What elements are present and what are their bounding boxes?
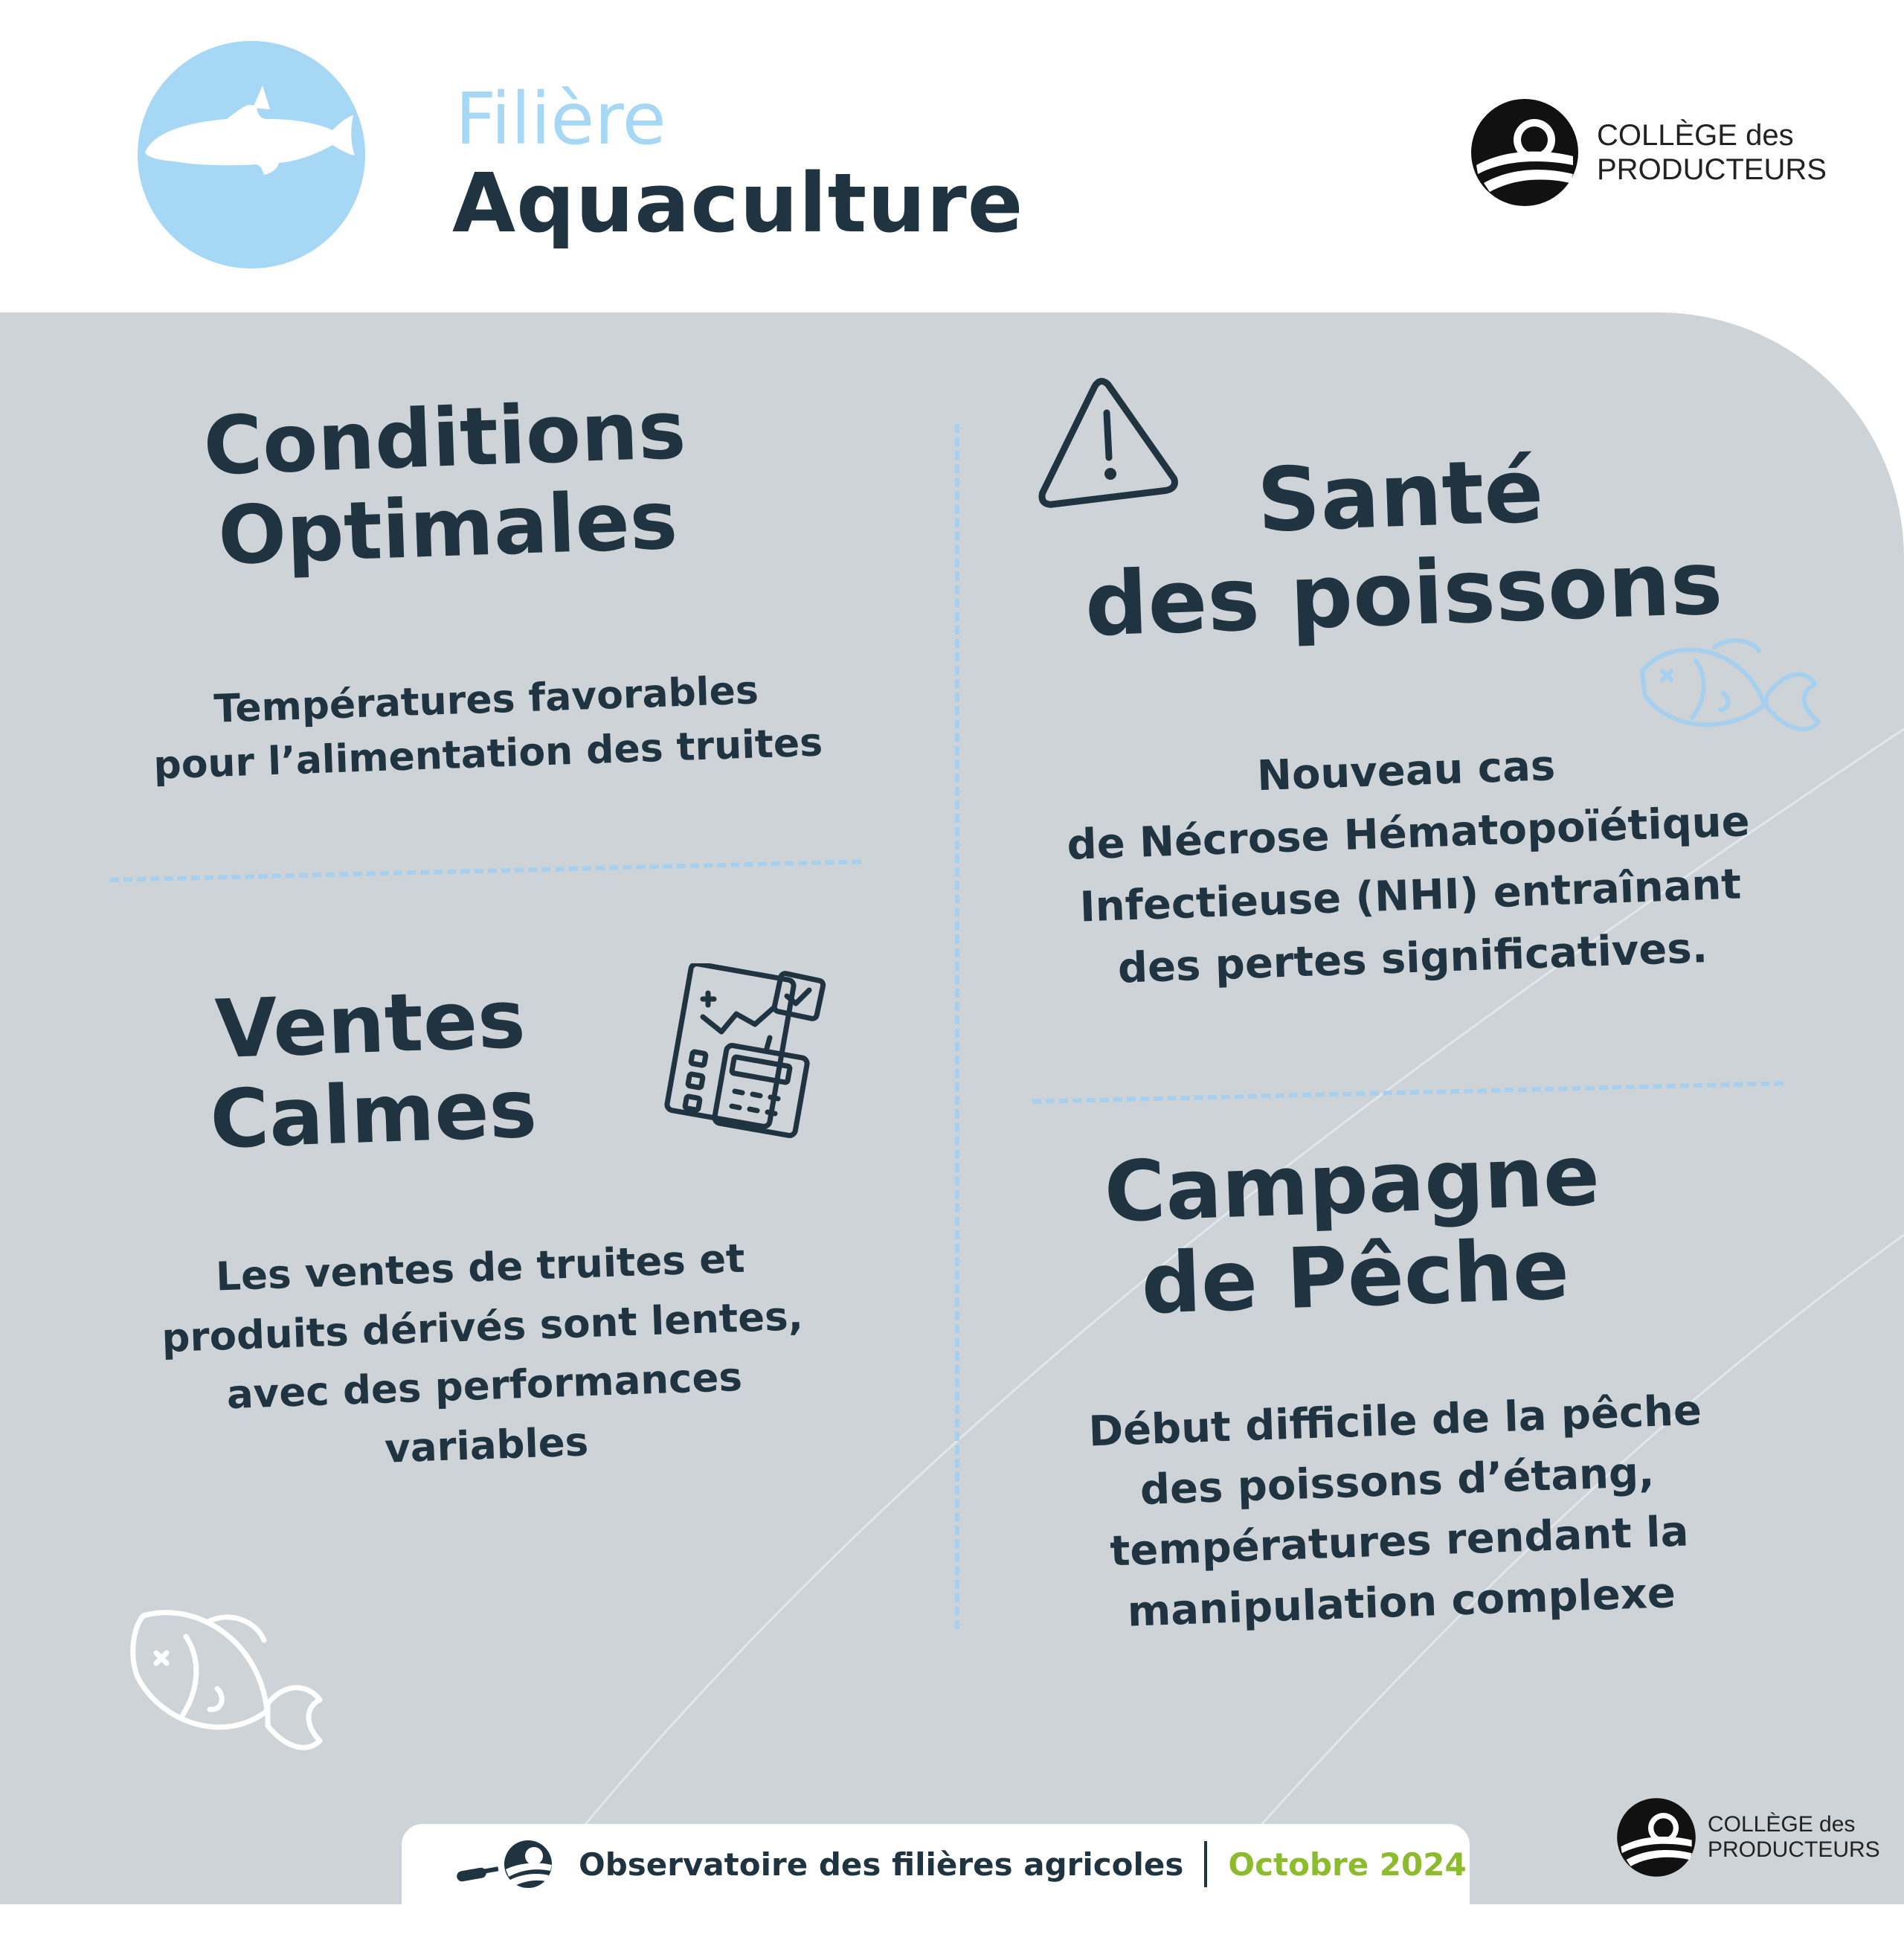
section-campagne-title: Campagne de Pêche [1102,1127,1601,1334]
logo-line-2: PRODUCTEURS [1597,153,1827,186]
section-sante-text: Nouveau cas de Nécrose Hématopoïétique Infectieuse (NHI) entraînant des pertes significatives. [1066,742,1751,993]
title-filiere: Filière [455,77,666,161]
trowel-icon [454,1838,558,1890]
logo-line-1: COLLÈGE des [1597,119,1794,152]
footer-bar [402,1824,1470,1943]
college-logo-icon [1469,97,1580,208]
footer-label: Observatoire des filières agricoles [579,1846,1184,1883]
footer-separator [1204,1841,1207,1887]
section-ventes-text: Les ventes de truites et produits dérivés sont lentes, avec des performances variables [161,1236,804,1472]
logo-line-2: PRODUCTEURS [1708,1837,1880,1862]
vertical-divider [955,424,959,1629]
section-conditions-text: Températures favorables pour l’alimentation des truites [152,668,823,789]
header-fish-badge [138,41,365,269]
college-logo-bottom [1615,1796,1880,1878]
section-ventes-title: Ventes Calmes [208,972,538,1167]
section-conditions-title: Conditions Optimales [202,383,688,583]
section-campagne-text: Début difficile de la pêche des poissons d’étang, températures rendant la manipulation complexe [1087,1386,1702,1637]
college-logo-icon [1615,1796,1697,1878]
section-sante-title: Santé des poissons [1083,439,1725,657]
fish-icon [138,41,365,269]
college-logo [1469,97,1827,208]
title-aquaculture: Aquaculture [452,155,1024,251]
logo-line-1: COLLÈGE des [1708,1811,1856,1837]
sales-calculator-icon [662,963,833,1145]
footer-date: Octobre 2024 [1228,1846,1467,1883]
fish-outline-icon [119,1607,342,1773]
